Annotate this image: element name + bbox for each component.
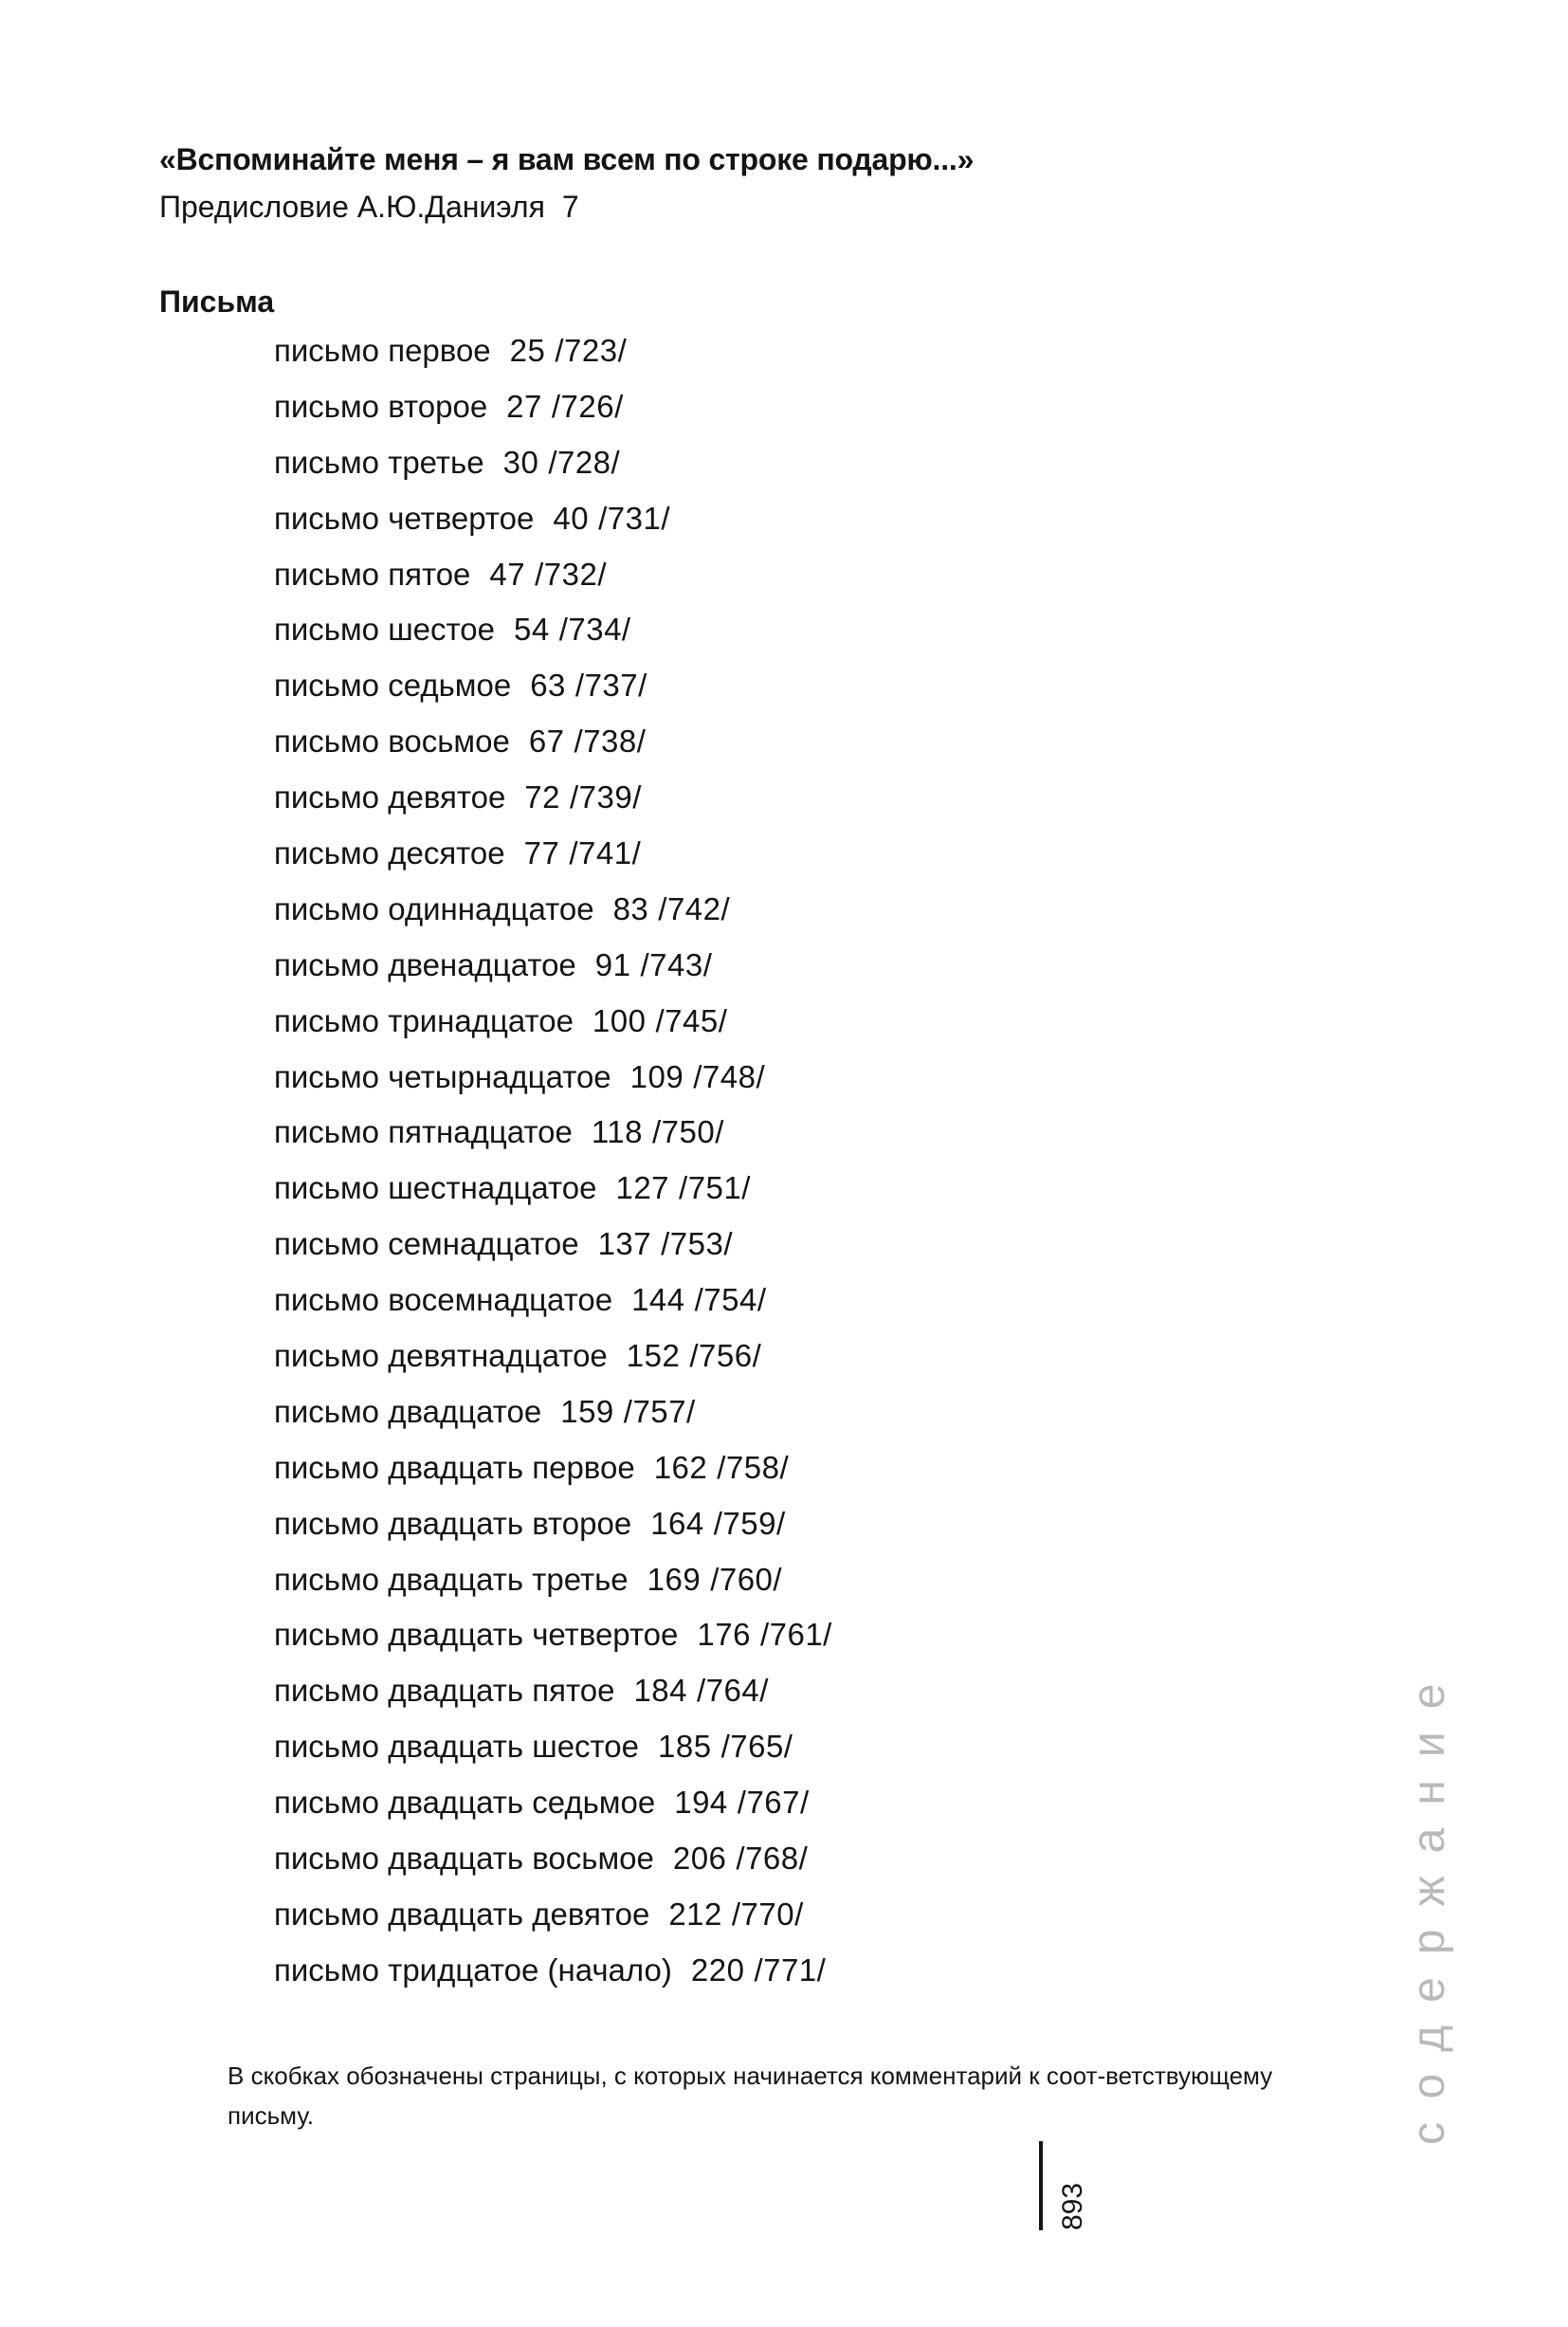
toc-entry-commentary-page: /726/ [551, 388, 624, 424]
toc-entry-commentary-page: /745/ [655, 1002, 728, 1038]
toc-entry-page: 194 [674, 1785, 728, 1821]
toc-entry-commentary-page: /750/ [652, 1114, 724, 1150]
section-title: Письма [159, 284, 275, 319]
toc-entry-commentary-page: /767/ [737, 1785, 810, 1821]
toc-entry-label: письмо двадцать седьмое [274, 1785, 656, 1821]
toc-entry-label: письмо седьмое [274, 668, 512, 704]
toc-entry-commentary-page: /738/ [574, 724, 647, 760]
toc-entry[interactable] [274, 1505, 832, 1561]
toc-entry-label: письмо двадцать девятое [274, 1896, 650, 1932]
toc-entry-label: письмо двадцать пятое [274, 1673, 615, 1709]
toc-entry-label: письмо первое [274, 333, 491, 368]
toc-entry-label: письмо двадцать первое [274, 1449, 635, 1485]
toc-entry-page: 63 [530, 668, 566, 704]
toc-entry-commentary-page: /743/ [640, 946, 713, 982]
toc-entry-label: письмо двадцать восьмое [274, 1841, 654, 1877]
toc-entry-page: 127 [615, 1170, 670, 1206]
toc-entry-page: 220 [690, 1951, 745, 1988]
toc-entry-commentary-page: /764/ [697, 1673, 769, 1709]
toc-entry[interactable] [274, 1058, 832, 1114]
toc-entry-commentary-page: /771/ [754, 1951, 827, 1988]
toc-entry-label: письмо двадцать шестое [274, 1729, 640, 1765]
toc-entry-commentary-page: /770/ [731, 1896, 804, 1932]
toc-entry-commentary-page: /765/ [720, 1729, 793, 1765]
toc-entry-label: письмо четвертое [274, 500, 535, 536]
toc-entry[interactable] [274, 444, 832, 500]
page-folio [1039, 2141, 1102, 2230]
toc-entry[interactable] [274, 834, 832, 890]
toc-entry-page: 83 [612, 890, 649, 926]
toc-entry-commentary-page: /754/ [694, 1282, 767, 1318]
toc-entry-page: 169 [647, 1561, 702, 1597]
preface-label: Предисловие А.Ю.Даниэля [159, 190, 545, 224]
toc-entry-commentary-page: /734/ [558, 612, 631, 648]
toc-entry-commentary-page: /723/ [555, 333, 628, 368]
toc-entry[interactable] [274, 1169, 832, 1225]
toc-entry[interactable] [274, 1393, 832, 1449]
toc-entry-label: письмо шестое [274, 612, 495, 648]
toc-entry-label: письмо восьмое [274, 724, 510, 760]
toc-entry-commentary-page: /739/ [570, 779, 642, 815]
toc-entry[interactable] [274, 1449, 832, 1505]
toc-entry[interactable] [274, 1113, 832, 1169]
toc-entry-page: 100 [592, 1002, 647, 1038]
toc-entry[interactable] [274, 667, 832, 723]
toc-entry-commentary-page: /768/ [736, 1841, 809, 1877]
toc-entry-page: 30 [502, 444, 539, 480]
toc-entry-label: письмо шестнадцатое [274, 1170, 597, 1206]
toc-entry-commentary-page: /757/ [623, 1393, 696, 1429]
toc-entry-commentary-page: /753/ [661, 1226, 734, 1262]
toc-entry[interactable] [274, 500, 832, 556]
folio-rule [1039, 2141, 1043, 2230]
toc-entry-page: 67 [528, 724, 565, 760]
toc-entry-commentary-page: /751/ [679, 1170, 751, 1206]
toc-entry-label: письмо семнадцатое [274, 1226, 579, 1262]
toc-entry-page: 137 [597, 1226, 652, 1262]
toc-entry[interactable] [274, 946, 832, 1002]
toc-entry-page: 72 [524, 779, 561, 815]
toc-entry-label: письмо двадцатое [274, 1393, 542, 1429]
toc-entry-page: 159 [560, 1393, 614, 1429]
toc-entry-commentary-page: /742/ [658, 890, 731, 926]
toc-entry[interactable] [274, 611, 832, 667]
toc-entry-commentary-page: /741/ [569, 835, 642, 871]
toc-entry-commentary-page: /728/ [548, 444, 621, 480]
toc-entry[interactable] [274, 1896, 832, 1951]
toc-entry-page: 164 [650, 1505, 704, 1541]
toc-entry[interactable] [274, 332, 832, 388]
toc-entry-label: письмо четырнадцатое [274, 1058, 611, 1094]
toc-entry[interactable] [274, 388, 832, 444]
toc-entry-commentary-page: /761/ [759, 1617, 832, 1653]
preface-page-number: 7 [561, 190, 579, 224]
toc-entry-label: письмо одиннадцатое [274, 890, 594, 926]
toc-entry-page: 54 [513, 612, 550, 648]
toc-entry-commentary-page: /731/ [598, 500, 670, 536]
running-head: содержание [1404, 1660, 1454, 2145]
toc-entry-page: 176 [697, 1617, 751, 1653]
toc-entry-label: письмо третье [274, 444, 484, 480]
toc-entry[interactable] [274, 1840, 832, 1896]
toc-entry-commentary-page: /756/ [689, 1338, 762, 1374]
toc-entry-page: 25 [509, 333, 546, 368]
toc-entry[interactable] [274, 890, 832, 946]
letters-list [274, 332, 832, 2007]
toc-entry-label: письмо тридцатое (начало) [274, 1951, 672, 1988]
toc-entry-label: письмо вторoе [274, 388, 488, 424]
toc-entry-label: письмо тринадцатое [274, 1002, 574, 1038]
toc-entry-label: письмо двадцать вторoе [274, 1505, 632, 1541]
toc-entry-page: 162 [653, 1449, 708, 1485]
toc-entry[interactable] [274, 1225, 832, 1281]
toc-entry-page: 47 [489, 556, 526, 592]
toc-entry[interactable] [274, 1002, 832, 1058]
page-number: 893 [1057, 2182, 1088, 2230]
toc-entry-page: 91 [594, 946, 631, 982]
toc-entry-page: 206 [672, 1841, 727, 1877]
toc-entry[interactable] [274, 1728, 832, 1784]
epigraph: «Вспоминайте меня – я вам всем по строке подарю...» [159, 142, 975, 176]
toc-entry-page: 144 [631, 1282, 685, 1318]
toc-entry-label: письмо пятнадцатое [274, 1114, 573, 1150]
toc-entry-page: 27 [506, 388, 542, 424]
toc-entry[interactable] [274, 723, 832, 779]
preface-entry[interactable] [159, 190, 579, 225]
toc-entry[interactable] [274, 779, 832, 834]
toc-entry[interactable] [274, 1337, 832, 1393]
toc-entry-page: 212 [668, 1896, 722, 1932]
toc-entry-page: 152 [626, 1338, 681, 1374]
toc-entry-label: письмо двенадцатое [274, 946, 576, 982]
toc-entry-label: письмо десятое [274, 835, 505, 871]
toc-entry-page: 184 [633, 1673, 687, 1709]
toc-entry-label: письмо девятое [274, 779, 506, 815]
toc-entry[interactable] [274, 1616, 832, 1672]
toc-entry-label: письмо девятнадцатое [274, 1338, 608, 1374]
toc-entry-label: письмо двадцать третье [274, 1561, 629, 1597]
toc-entry-page: 77 [523, 835, 560, 871]
toc-entry-label: письмо восемнадцатое [274, 1282, 613, 1318]
toc-entry[interactable] [274, 556, 832, 612]
toc-entry[interactable] [274, 1281, 832, 1337]
toc-entry-page: 118 [591, 1114, 643, 1150]
toc-entry-commentary-page: /759/ [713, 1505, 786, 1541]
toc-entry-commentary-page: /760/ [710, 1561, 783, 1597]
toc-entry[interactable] [274, 1951, 832, 2007]
toc-entry[interactable] [274, 1784, 832, 1840]
toc-entry-page: 185 [658, 1729, 712, 1765]
toc-entry-label: письмо двадцать четвертое [274, 1617, 679, 1653]
toc-entry-page: 40 [553, 500, 590, 536]
toc-entry-commentary-page: /732/ [535, 556, 608, 592]
toc-entry-page: 109 [629, 1058, 684, 1094]
toc-entry-commentary-page: /737/ [574, 668, 647, 704]
toc-entry-label: письмо пятое [274, 556, 471, 592]
toc-entry-commentary-page: /758/ [717, 1449, 790, 1485]
toc-entry[interactable] [274, 1672, 832, 1728]
toc-entry[interactable] [274, 1561, 832, 1617]
footnote: В скобках обозначены страницы, с которых начинается комментарий к соот-ветствующему письму. [228, 2061, 1273, 2130]
toc-entry-commentary-page: /748/ [693, 1058, 766, 1094]
